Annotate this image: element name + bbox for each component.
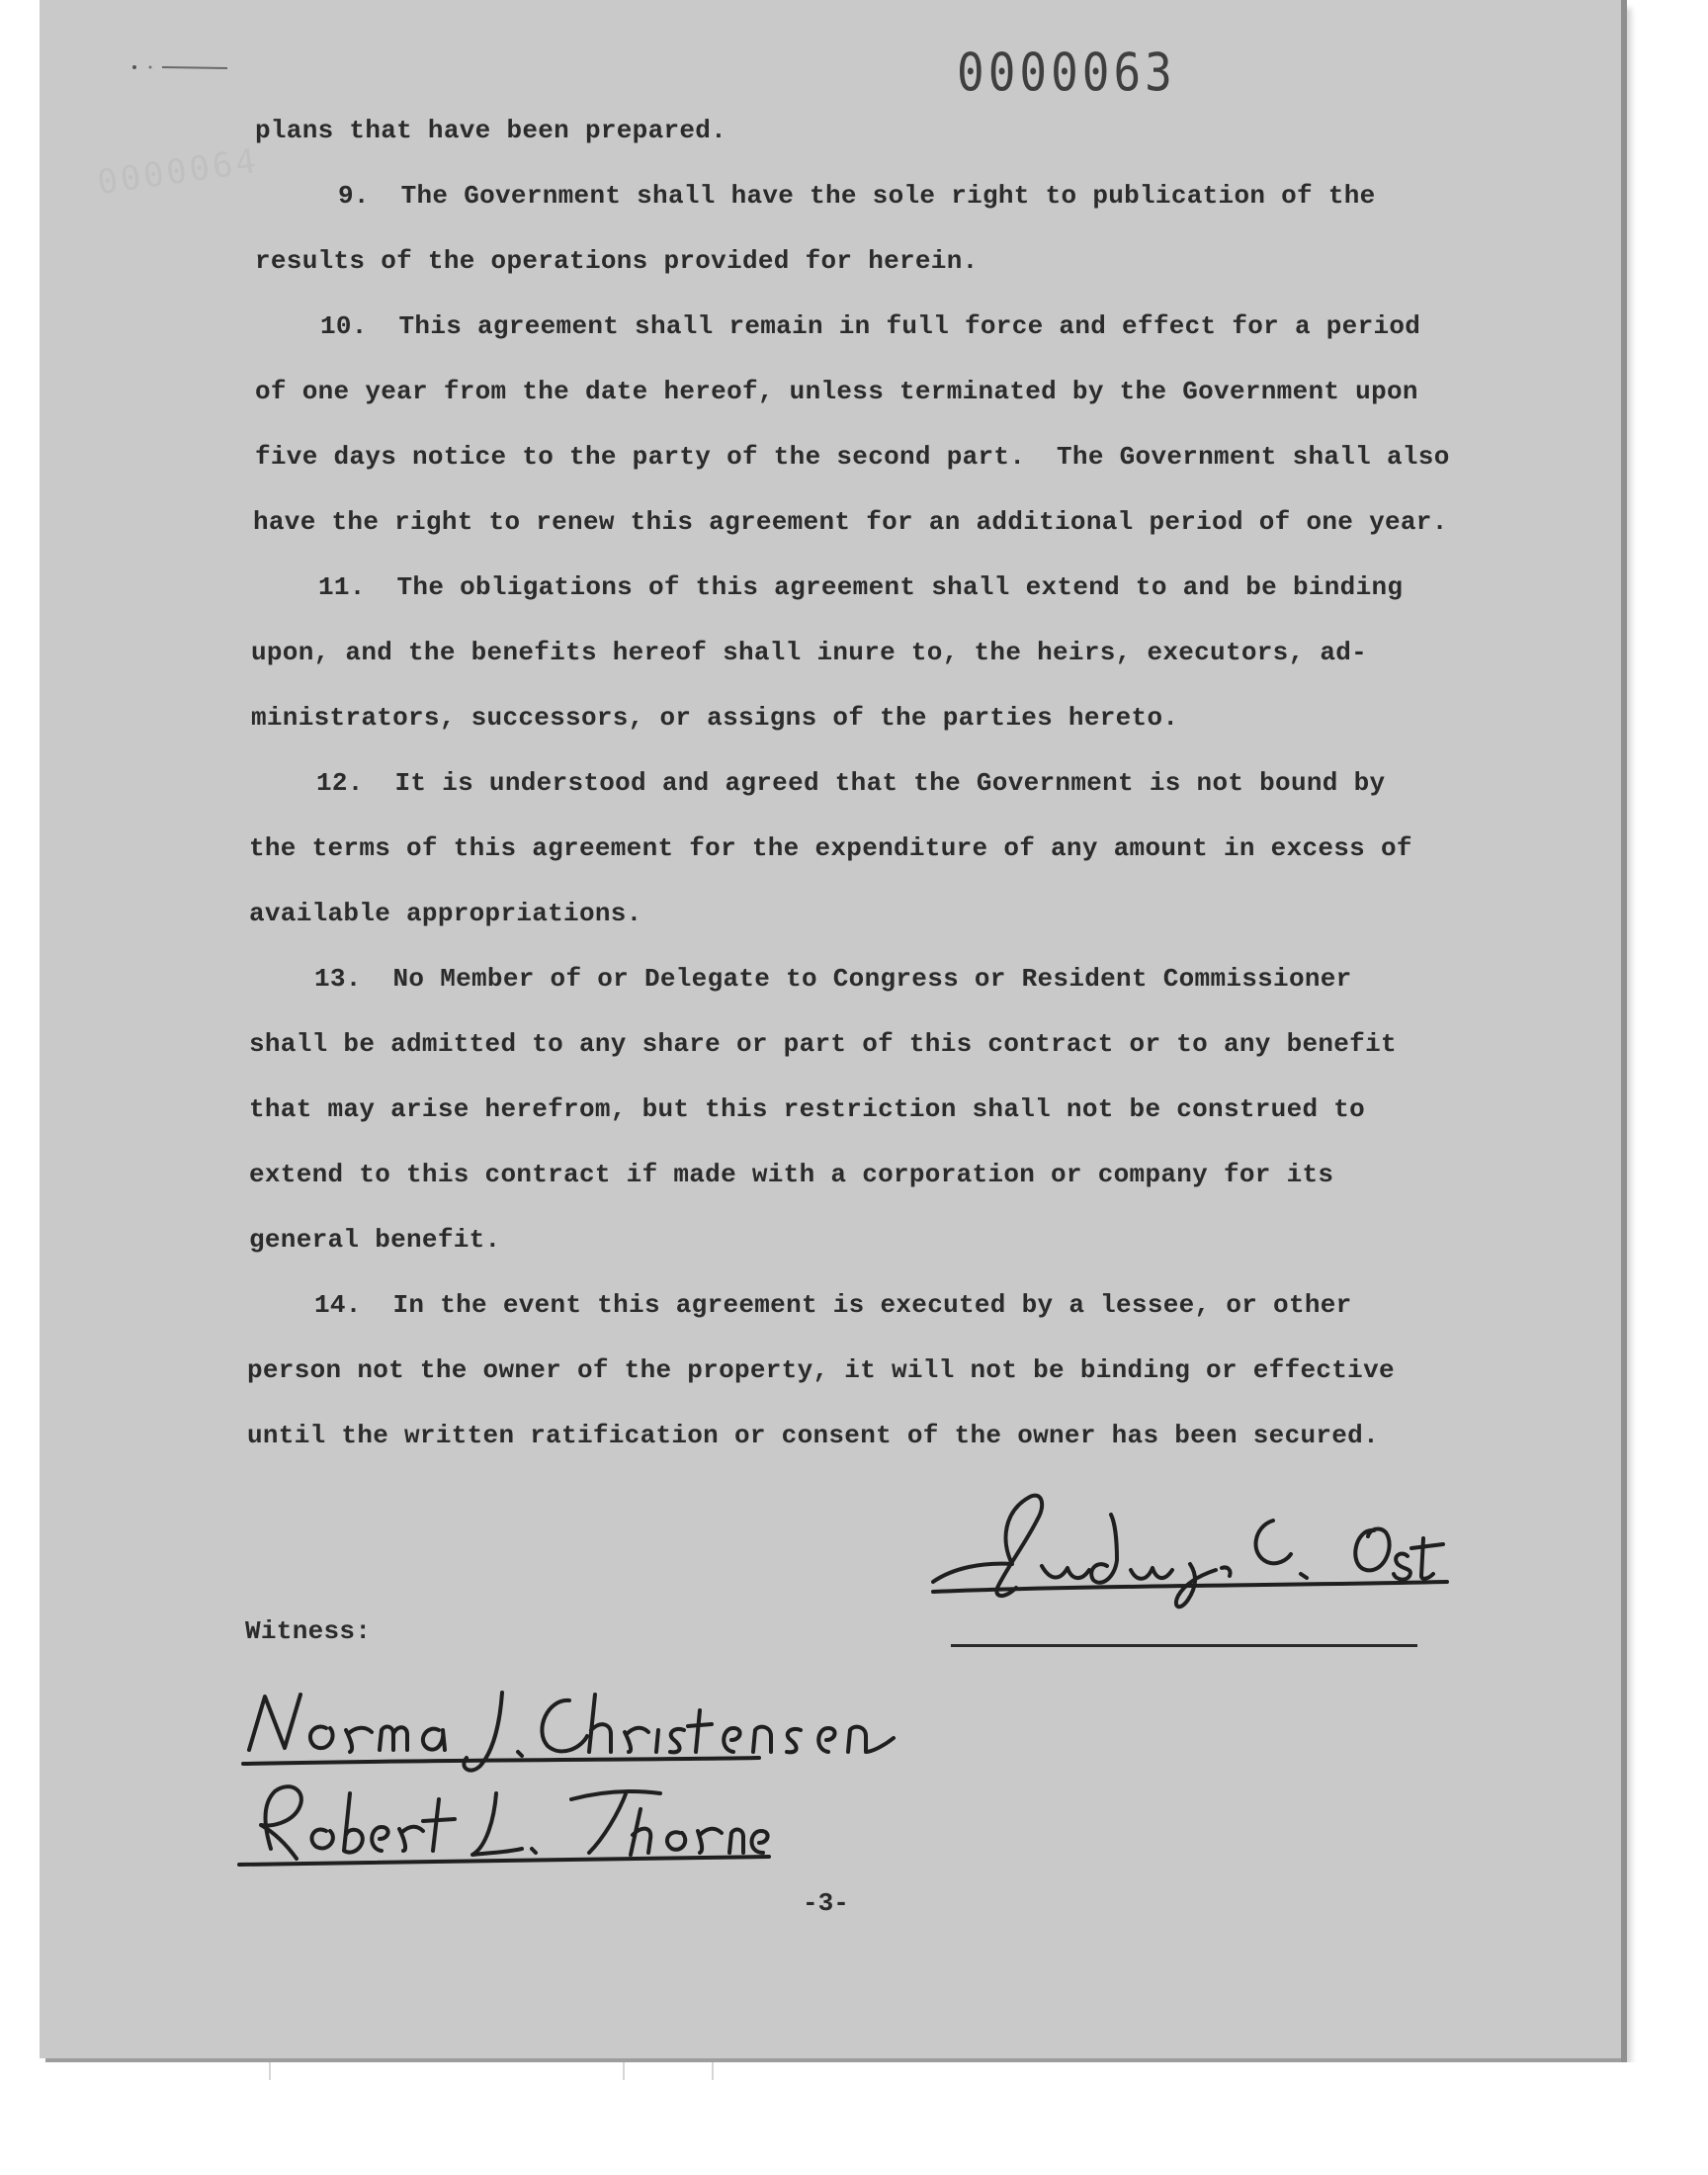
text-line: results of the operations provided for herein. (255, 246, 979, 276)
party-signature-icon (913, 1471, 1467, 1619)
signature-line (951, 1644, 1417, 1647)
text-line: plans that have been prepared. (255, 116, 727, 145)
text-line: extend to this contract if made with a corporation or company for its (249, 1160, 1334, 1189)
paragraph-13: 13. No Member of or Delegate to Congress or Resident Commissioner (314, 964, 1352, 994)
text-line: available appropriations. (249, 899, 642, 928)
text-line: of one year from the date hereof, unless terminated by the Government upon (255, 377, 1418, 406)
text-line: five days notice to the party of the second part. The Government shall also (255, 442, 1450, 472)
paragraph-12: 12. It is understood and agreed that the Government is not bound by (316, 768, 1386, 798)
paragraph-14: 14. In the event this agreement is executed by a lessee, or other (314, 1290, 1352, 1320)
paragraph-10: 10. This agreement shall remain in full force and effect for a period (320, 311, 1421, 341)
witness-signature-1-icon (235, 1671, 917, 1780)
scan-margin (0, 2062, 1708, 2175)
text-line: ministrators, successors, or assigns of the parties hereto. (251, 703, 1179, 733)
text-line: person not the owner of the property, it will not be binding or effective (247, 1355, 1395, 1385)
text-line: shall be admitted to any share or part of this contract or to any benefit (249, 1029, 1397, 1059)
text-line: general benefit. (249, 1225, 501, 1255)
page-edge-shadow (1621, 0, 1627, 2062)
paragraph-9: 9. The Government shall have the sole right to publication of the (338, 181, 1376, 211)
witness-signature-2-icon (235, 1770, 789, 1878)
scan-artifact (623, 2062, 625, 2080)
paragraph-11: 11. The obligations of this agreement shall extend to and be binding (318, 572, 1404, 602)
text-line: until the written ratification or consent of the owner has been secured. (247, 1421, 1379, 1450)
corner-mark-icon (128, 63, 237, 71)
scan-artifact (269, 2062, 271, 2080)
text-line: that may arise herefrom, but this restriction shall not be construed to (249, 1094, 1366, 1124)
text-line: upon, and the benefits hereof shall inure to, the heirs, executors, ad- (251, 638, 1368, 667)
text-line: the terms of this agreement for the expenditure of any amount in excess of (249, 833, 1412, 863)
witness-label: Witness: (245, 1616, 372, 1646)
document-stamp-number: 0000063 (957, 42, 1176, 104)
scan-artifact (712, 2062, 714, 2080)
bleed-through-stamp: 0000064 (95, 140, 262, 204)
text-line: have the right to renew this agreement for an additional period of one year. (253, 507, 1448, 537)
page-number: -3- (803, 1888, 849, 1918)
